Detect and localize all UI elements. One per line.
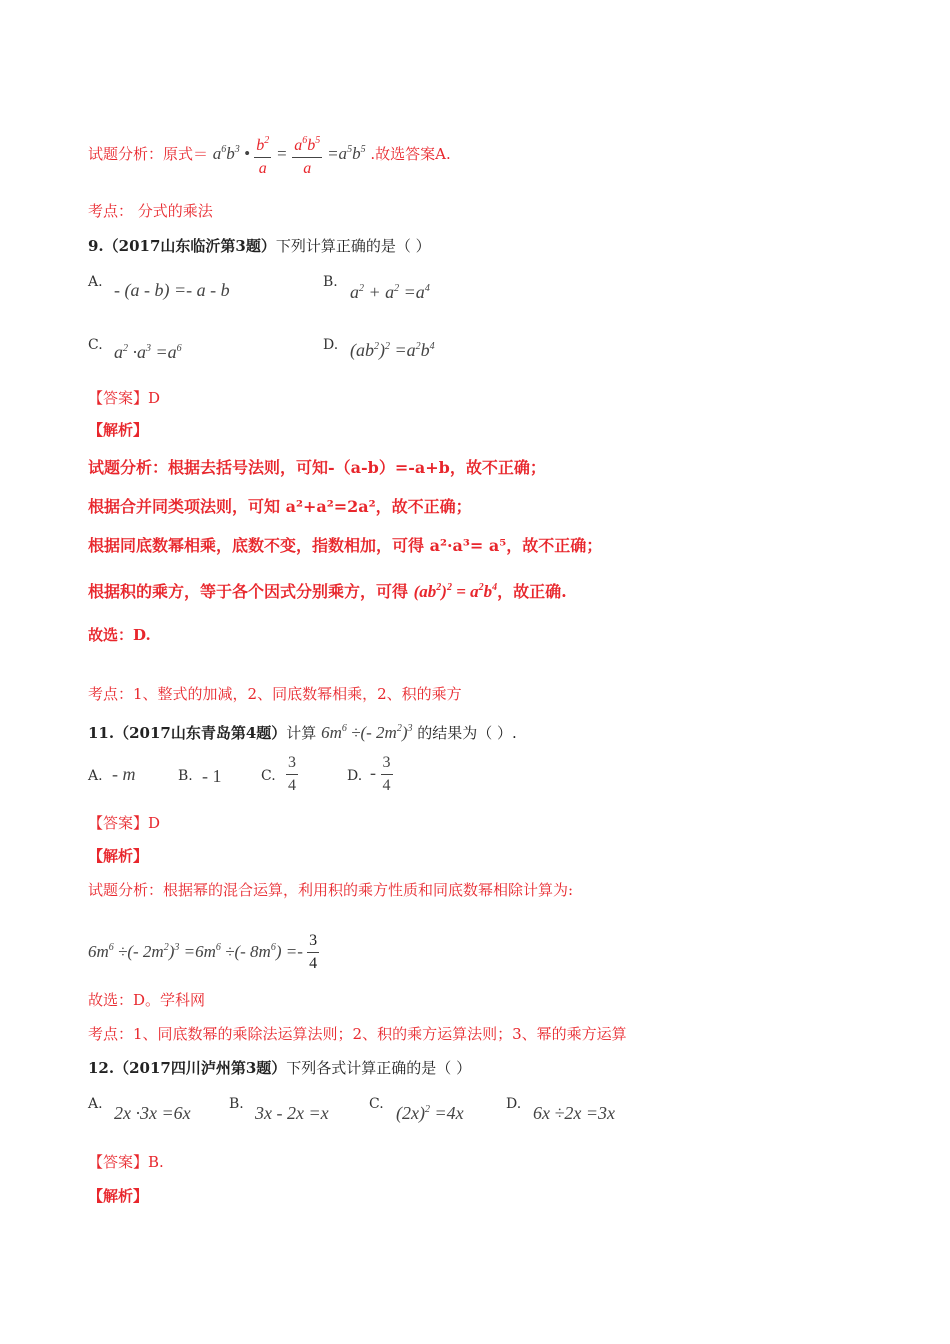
q11-option-b-label: B. (178, 768, 193, 784)
q12-analysis-header: 【解析】 (88, 1187, 149, 1205)
q12-option-d-expr: 6x ÷2x =3x (533, 1103, 615, 1123)
question-12-title: 12.（2017四川泸州第3题） (88, 1059, 287, 1077)
q11-option-d-label: D. (347, 768, 363, 784)
q9-option-c-label: C. (88, 337, 103, 353)
q12-option-b-label: B. (229, 1096, 244, 1112)
q11-analysis-header: 【解析】 (88, 847, 149, 865)
question-9 (88, 236, 431, 256)
q9-option-b-label: B. (323, 274, 338, 290)
q12-option-c-label: C. (369, 1096, 384, 1112)
q11-option-a-label: A. (88, 768, 103, 784)
q9-answer: 【答案】D (88, 389, 161, 407)
q9-analysis-line-1: 试题分析：根据去括号法则，可知-（a-b）=-a+b，故不正确； (88, 458, 546, 477)
kaodian-11: 考点：1、同底数幂的乘除法运算法则；2、积的乘方运算法则；3、幂的乘方运算 (88, 1025, 627, 1043)
q11-formula: $6m^6$ ÷(- $2m^2)^3 =6m^6$ ÷(- $8m^6$) =- $\frac{3}{4}$ (88, 932, 318, 972)
q11-option-d-expr: - $\frac{3}{4}$ (370, 754, 391, 794)
question-11: 11.（2017山东青岛第4题）计算 $6m^6$ ÷(- $2m^2)^3$ 的结果为（ ）. (88, 723, 517, 742)
q9-option-b-expr: $a^2 + a^2 =a^4$ (350, 282, 430, 302)
formula-product-power: $(ab^2)^2 = a^2b^4$ (413, 582, 498, 601)
q9-option-a-label: A. (88, 274, 103, 290)
q9-analysis-line-2: 根据合并同类项法则，可知 a²+a²=2a²，故不正确； (88, 497, 472, 516)
q12-option-a-label: A. (88, 1096, 103, 1112)
q11-option-a-expr: - m (112, 764, 136, 784)
q9-analysis-line-3: 根据同底数幂相乘，底数不变，指数相加，可得 a²·a³= a⁵，故不正确； (88, 536, 603, 555)
fraction-a6b5-a: $\frac{a^6b^5}{a}$ (292, 130, 322, 180)
q11-option-c-label: C. (261, 768, 276, 784)
q12-answer: 【答案】B. (88, 1153, 164, 1171)
question-11-title: 11.（2017山东青岛第4题） (88, 724, 287, 742)
q11-option-c-expr: $\frac{3}{4}$ (288, 754, 296, 794)
analysis-lead: 试题分析：原式＝ (88, 145, 209, 163)
q12-option-c-expr: $(2x)^2 =4x$ (396, 1103, 464, 1123)
formula-original: $a^6b^3$ • (212, 144, 255, 163)
q12-option-a-expr: 2x ·3x =6x (114, 1103, 191, 1123)
q9-option-d-expr: $(ab^2)^2 =a^2b^4$ (350, 340, 435, 360)
q9-analysis-header: 【解析】 (88, 421, 149, 439)
question-9-stem: 下列计算正确的是（ ） (275, 237, 431, 255)
q9-option-a-expr: - (a - b) =- a - b (114, 280, 230, 300)
question-12-stem: 下列各式计算正确的是（ ） (286, 1059, 472, 1077)
q9-option-d-label: D. (323, 337, 339, 353)
question-12 (88, 1058, 471, 1078)
q9-option-c-expr: $a^2 \cdot a^3 =a^6$ (114, 342, 182, 362)
q9-analysis-line-4: 根据积的乘方，等于各个因式分别乘方，可得 $(ab^2)^2 = a^2b^4$，故正确. (88, 582, 567, 601)
q11-conclusion: 故选：D。学科网 (88, 991, 206, 1009)
q11-analysis: 试题分析：根据幂的混合运算，利用积的乘方性质和同底数幂相除计算为: (88, 881, 574, 899)
q12-option-b-expr: 3x - 2x =x (255, 1103, 329, 1123)
kaodian-1: 考点： 分式的乘法 (88, 202, 213, 220)
q11-answer: 【答案】D (88, 814, 161, 832)
fraction-b2-a: $\frac{b^2}{a}$ (254, 130, 271, 180)
q11-option-b-expr: - 1 (202, 766, 222, 786)
q9-conclusion: 故选：D. (88, 626, 151, 644)
question-11-expr: $6m^6$ ÷(- $2m^2)^3$ (321, 723, 413, 742)
analysis-line: 试题分析：原式＝ $a^6b^3$ • $\frac{b^2}{a}$ = $\frac{a^6b^5}{a}$ $=a^5b^5$ .故选答案A. (88, 130, 451, 180)
kaodian-9: 考点：1、整式的加减，2、同底数幂相乘，2、积的乘方 (88, 685, 462, 703)
question-9-title: 9.（2017山东临沂第3题） (88, 237, 276, 255)
q12-option-d-label: D. (506, 1096, 522, 1112)
